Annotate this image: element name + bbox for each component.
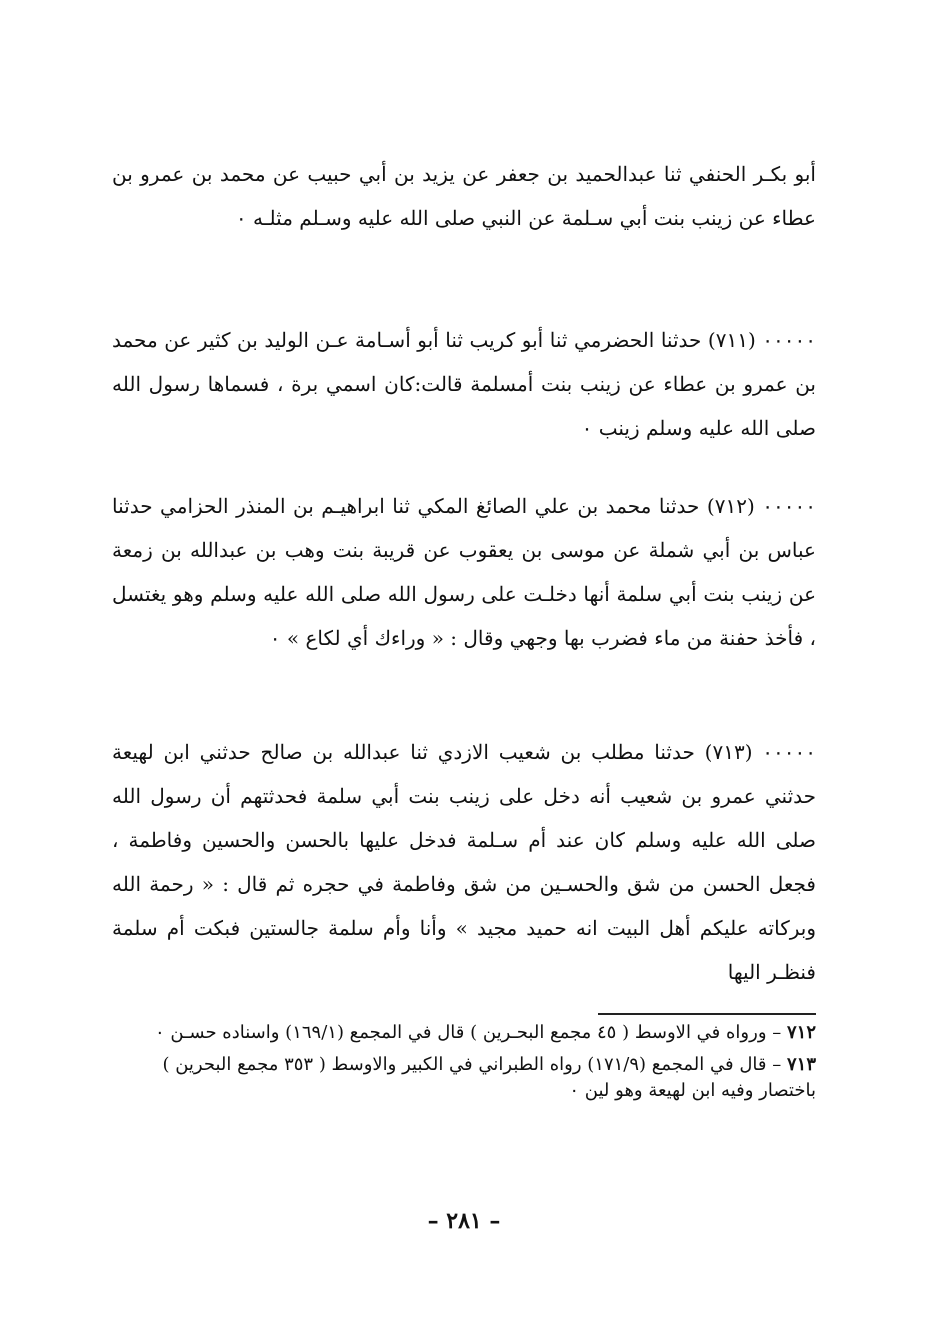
hadith-711 — [112, 318, 816, 450]
footnote-dash: – — [766, 1054, 782, 1075]
page-number: – ٢٨١ – — [427, 1208, 501, 1234]
paragraph-continuation — [112, 152, 816, 240]
hadith-713 — [112, 730, 816, 994]
footnote-text: ورواه في الاوسط ( ٤٥ مجمع البحـرين ) قال في المجمع (١٦٩/١) واسناده حسـن ٠ — [155, 1022, 767, 1043]
footnotes — [112, 1020, 816, 1110]
footnote-number: ٧١٣ — [786, 1054, 816, 1075]
paragraph-text: ٠٠٠٠٠ (٧١١) حدثنا الحضرمي ثنا أبو كريب ثنا أبو أسـامة عـن الوليد بن كثير عن محمد بن عمرو بن عطاء عن زينب بنت أمسلمة قالت:كان اسمي برة ، فسماها رسول الله صلى الله عليه وسلم زينب ٠ — [112, 328, 816, 440]
footnote-divider — [598, 1013, 816, 1015]
paragraph-text: أبو بكـر الحنفي ثنا عبدالحميد بن جعفر عن يزيد بن أبي حبيب عن محمد بن عمرو بن عطاء عن زينب بنت أبي سـلمة عن النبي صلى الله عليه وسـلم مثلـه ٠ — [112, 162, 816, 230]
footnote-dash: – — [766, 1022, 782, 1043]
footnote-text: قال في المجمع (١٧١/٩) رواه الطبراني في الكبير والاوسط ( ٣٥٣ مجمع البحرين ) باختصار وفيه ابن لهيعة وهو لين ٠ — [162, 1054, 816, 1101]
footnote-712 — [112, 1020, 816, 1046]
hadith-712 — [112, 484, 816, 660]
paragraph-text: ٠٠٠٠٠ (٧١٣) حدثنا مطلب بن شعيب الازدي ثنا عبدالله بن صالح حدثني ابن لهيعة حدثني عمرو بن شعيب أنه دخل على زينب بنت أبي سلمة فحدثتهم أن رسول الله صلى الله عليه وسلم كان عند أم سـلمة فدخل عليها بالحسن والحسين وفاطمة ، فجعل الحسن من شق والحسـين من شق وفاطمة في حجره ثم قال : « رحمة الله وبركاته عليكم أهل البيت انه حميد مجيد » وأنا وأم سلمة جالستين فبكت أم سلمة فنظـر اليها — [112, 740, 816, 984]
footnote-number: ٧١٢ — [786, 1022, 816, 1043]
footnote-713 — [112, 1052, 816, 1104]
paragraph-text: ٠٠٠٠٠ (٧١٢) حدثنا محمد بن علي الصائغ المكي ثنا ابراهيـم بن المنذر الحزامي حدثنا عباس بن أبي شملة عن موسى بن يعقوب عن قريبة بنت وهب بن عبدالله بن زمعة عن زينب بنت أبي سلمة أنها دخلـت على رسول الله صلى الله عليه وسلم وهو يغتسل ، فأخذ حفنة من ماء فضرب بها وجهي وقال : « وراءك أي لكاع » ٠ — [112, 494, 817, 650]
